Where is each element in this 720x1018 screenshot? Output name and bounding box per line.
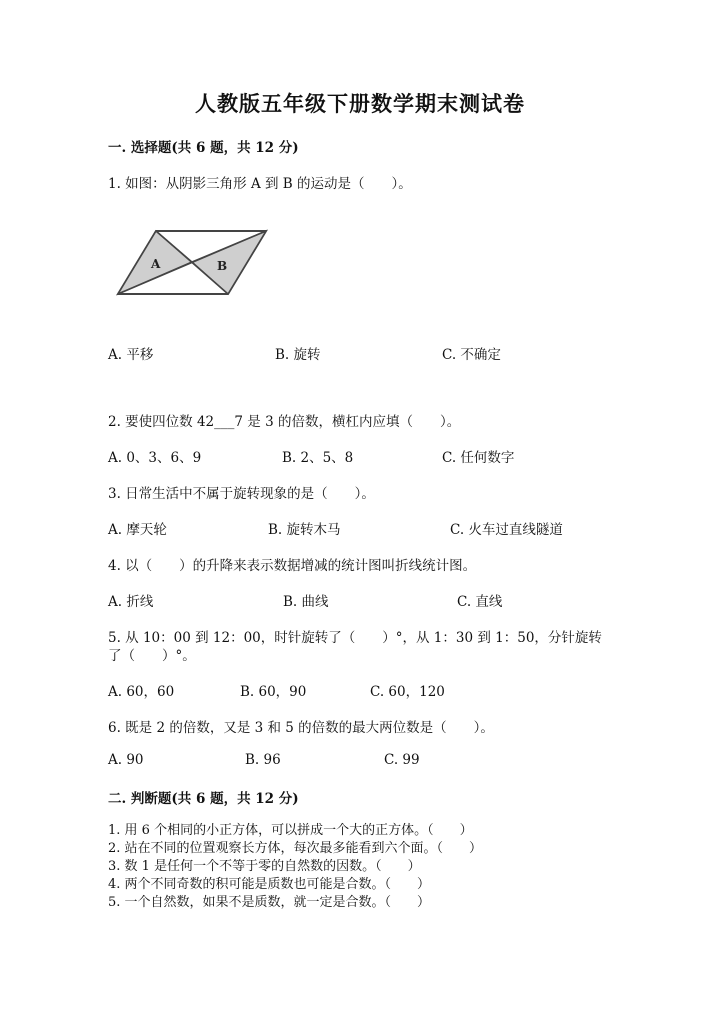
question-6-text: 6. 既是 2 的倍数，又是 3 和 5 的倍数的最大两位数是（ ）。 <box>108 720 494 736</box>
q2-option-a: A. 0、3、6、9 <box>108 450 202 466</box>
question-3-text: 3. 日常生活中不属于旋转现象的是（ ）。 <box>108 486 375 502</box>
q4-option-a: A. 折线 <box>108 594 154 610</box>
q1-option-c: C. 不确定 <box>442 347 501 363</box>
question-4-text: 4. 以（ ）的升降来表示数据增减的统计图叫折线统计图。 <box>108 558 477 574</box>
q6-option-a: A. 90 <box>108 752 144 768</box>
q1-option-b: B. 旋转 <box>275 347 321 363</box>
page-title: 人教版五年级下册数学期末测试卷 <box>195 91 525 116</box>
judge-item-1: 1. 用 6 个相同的小正方体，可以拼成一个大的正方体。（ ） <box>108 823 473 838</box>
q3-option-a: A. 摩天轮 <box>108 522 167 538</box>
q4-option-c: C. 直线 <box>457 594 503 610</box>
question-5-text-line1: 5. 从 10：00 到 12：00，时针旋转了（ ）°，从 1：30 到 1：50，分针旋转 <box>108 630 602 646</box>
q1-option-a: A. 平移 <box>108 347 154 363</box>
q5-option-c: C. 60，120 <box>370 684 445 700</box>
judge-item-3: 3. 数 1 是任何一个不等于零的自然数的因数。（ ） <box>108 859 421 874</box>
parallelogram-figure <box>108 222 278 302</box>
section-heading-judge: 二. 判断题(共 6 题，共 12 分) <box>108 791 299 807</box>
q6-option-b: B. 96 <box>245 752 281 768</box>
judge-item-5: 5. 一个自然数，如果不是质数，就一定是合数。（ ） <box>108 895 431 910</box>
q2-option-b: B. 2、5、8 <box>282 450 354 466</box>
judge-item-2: 2. 站在不同的位置观察长方体，每次最多能看到六个面。（ ） <box>108 841 483 856</box>
question-1-text: 1. 如图：从阴影三角形 A 到 B 的运动是（ ）。 <box>108 176 412 192</box>
question-2-text: 2. 要使四位数 42___7 是 3 的倍数，横杠内应填（ ）。 <box>108 414 461 430</box>
q6-option-c: C. 99 <box>384 752 420 768</box>
question-5-text-line2: 了（ ）°。 <box>108 648 196 664</box>
q5-option-a: A. 60，60 <box>108 684 175 700</box>
label-a: A <box>151 257 161 271</box>
q5-option-b: B. 60，90 <box>240 684 307 700</box>
q2-option-c: C. 任何数字 <box>442 450 515 466</box>
q3-option-b: B. 旋转木马 <box>268 522 341 538</box>
q3-option-c: C. 火车过直线隧道 <box>450 522 563 538</box>
q4-option-b: B. 曲线 <box>283 594 329 610</box>
label-b: B <box>217 259 228 273</box>
section-heading-choice: 一. 选择题(共 6 题，共 12 分) <box>108 140 299 156</box>
judge-item-4: 4. 两个不同奇数的积可能是质数也可能是合数。（ ） <box>108 877 431 892</box>
